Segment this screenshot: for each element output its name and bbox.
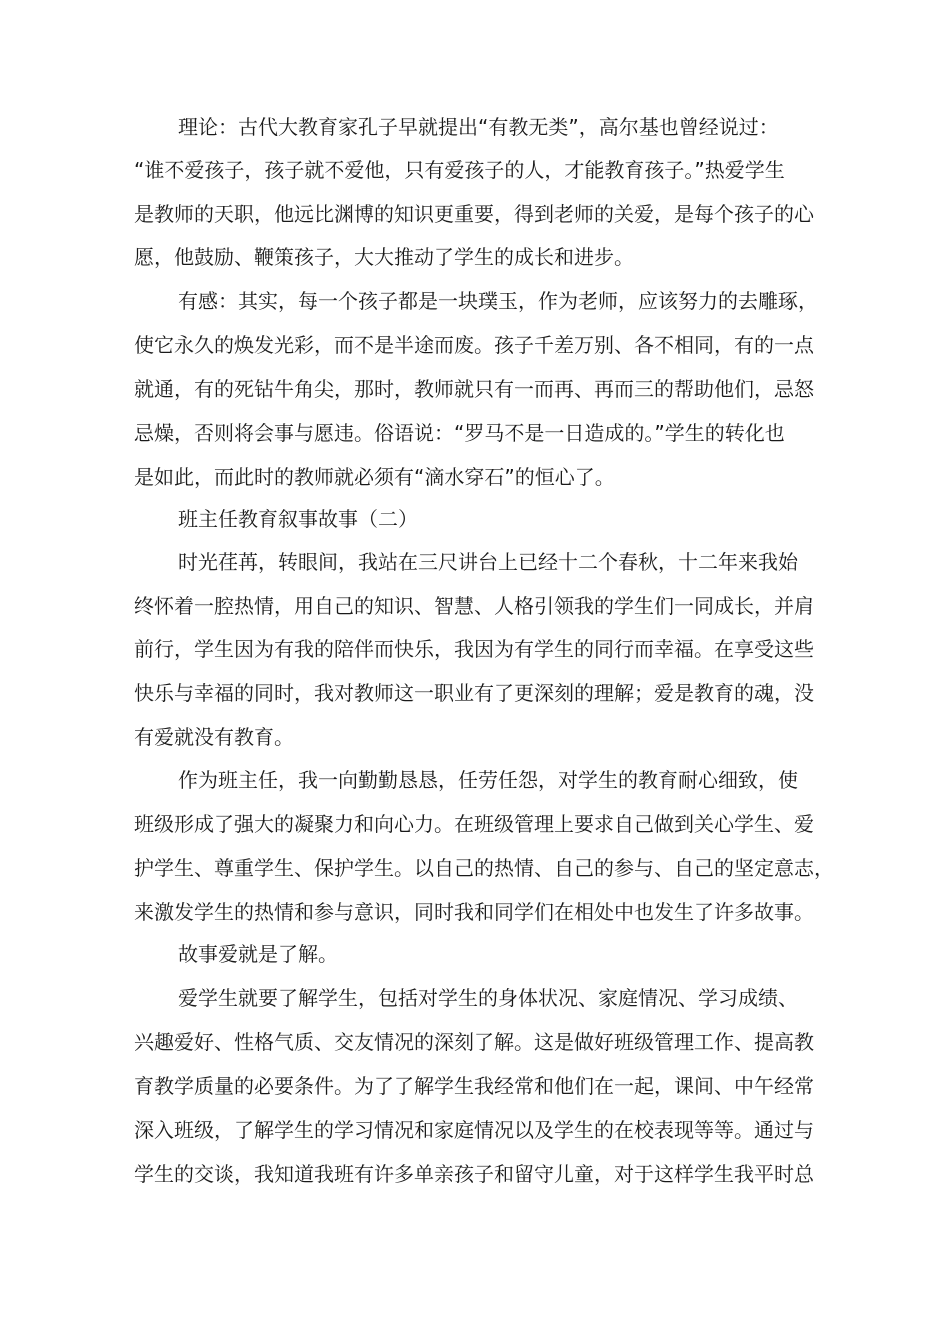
subheading: 故事爱就是了解。 — [178, 942, 338, 966]
text-line: 深入班级，了解学生的学习情况和家庭情况以及学生的在校表现等等。通过与 — [134, 1118, 814, 1142]
text-line: 终怀着一腔热情，用自己的知识、智慧、人格引领我的学生们一同成长，并肩 — [134, 594, 814, 618]
text-line: 前行，学生因为有我的陪伴而快乐，我因为有学生的同行而幸福。在享受这些 — [134, 637, 814, 661]
text-line: 兴趣爱好、性格气质、交友情况的深刻了解。这是做好班级管理工作、提高教 — [134, 1030, 814, 1054]
text-line: 理论：古代大教育家孔子早就提出“有教无类”，高尔基也曾经说过： — [178, 115, 779, 139]
text-line: 忌燥，否则将会事与愿违。俗语说：“罗马不是一日造成的。”学生的转化也 — [134, 421, 785, 445]
text-line: 育教学质量的必要条件。为了了解学生我经常和他们在一起，课间、中午经常 — [134, 1074, 814, 1098]
section-heading: 班主任教育叙事故事（二） — [178, 507, 418, 531]
text-line: 学生的交谈，我知道我班有许多单亲孩子和留守儿童，对于这样学生我平时总 — [134, 1162, 814, 1186]
text-line: 护学生、尊重学生、保护学生。以自己的热情、自己的参与、自己的坚定意志， — [134, 856, 834, 880]
text-line: 爱学生就要了解学生，包括对学生的身体状况、家庭情况、学习成绩、 — [178, 986, 798, 1010]
text-line: “谁不爱孩子，孩子就不爱他，只有爱孩子的人，才能教育孩子。”热爱学生 — [134, 158, 785, 182]
text-line: 是如此，而此时的教师就必须有“滴水穿石”的恒心了。 — [134, 465, 615, 489]
text-line: 班级形成了强大的凝聚力和向心力。在班级管理上要求自己做到关心学生、爱 — [134, 812, 814, 836]
text-line: 快乐与幸福的同时，我对教师这一职业有了更深刻的理解；爱是教育的魂，没 — [134, 681, 814, 705]
text-line: 有感：其实，每一个孩子都是一块璞玉，作为老师，应该努力的去雕琢， — [178, 289, 818, 313]
text-line: 愿，他鼓励、鞭策孩子，大大推动了学生的成长和进步。 — [134, 245, 634, 269]
text-line: 是教师的天职，他远比渊博的知识更重要，得到老师的关爱，是每个孩子的心 — [134, 202, 814, 226]
text-line: 就通，有的死钻牛角尖，那时，教师就只有一而再、再而三的帮助他们，忌怒 — [134, 377, 814, 401]
text-line: 时光荏苒，转眼间，我站在三尺讲台上已经十二个春秋，十二年来我始 — [178, 550, 798, 574]
text-line: 作为班主任，我一向勤勤恳恳，任劳任怨，对学生的教育耐心细致，使 — [178, 768, 798, 792]
text-line: 有爱就没有教育。 — [134, 725, 294, 749]
text-line: 使它永久的焕发光彩，而不是半途而废。孩子千差万别、各不相同，有的一点 — [134, 333, 814, 357]
text-line: 来激发学生的热情和参与意识，同时我和同学们在相处中也发生了许多故事。 — [134, 900, 814, 924]
